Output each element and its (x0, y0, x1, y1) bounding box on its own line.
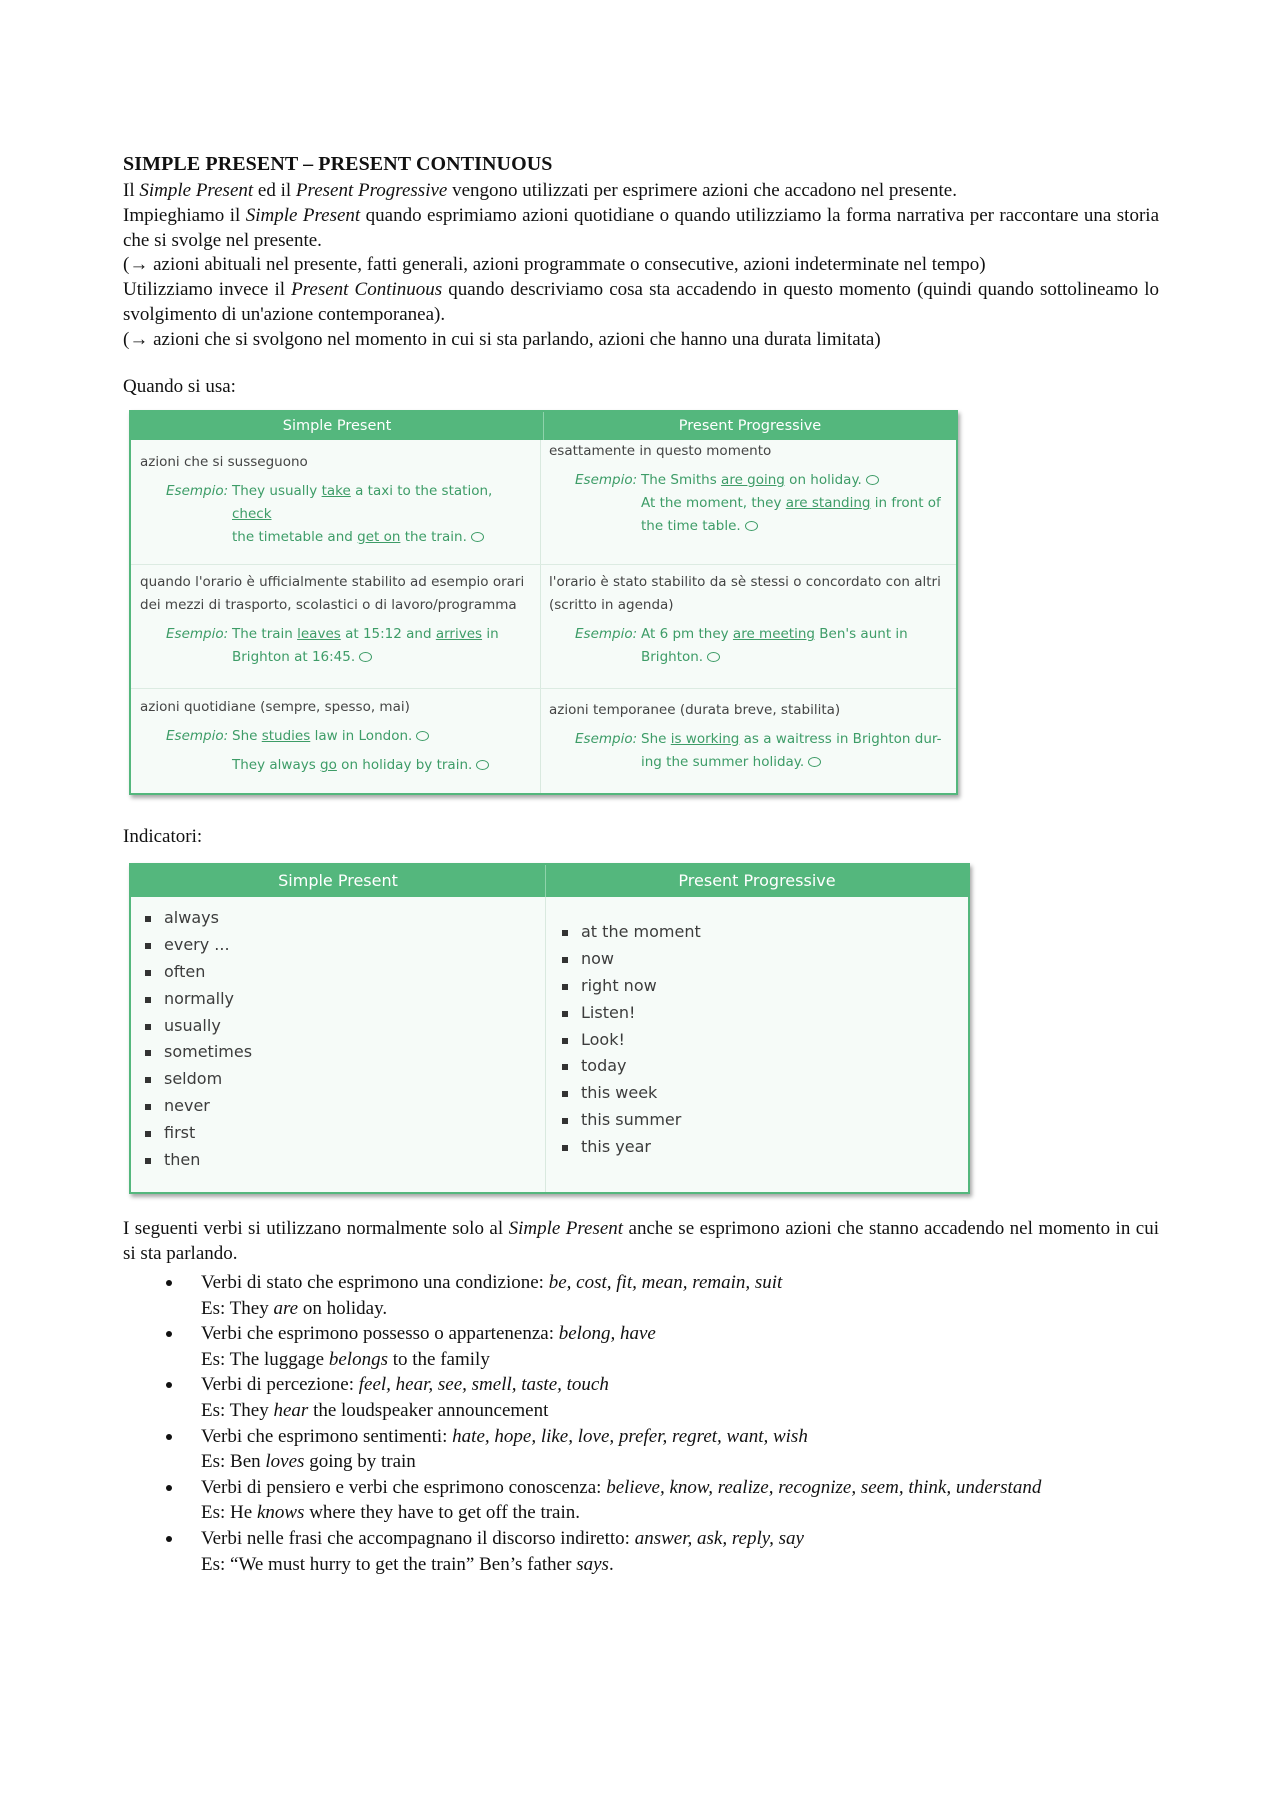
comment-icon[interactable] (745, 521, 758, 531)
cell-description: azioni temporanee (durata breve, stabilita) (549, 702, 841, 718)
cell-description: l'orario è stato stabilito da sè stessi o concordato con altri (549, 574, 941, 590)
cell-description: azioni che si susseguono (140, 454, 308, 470)
comment-icon[interactable] (707, 652, 720, 662)
list-item: this week (562, 1080, 701, 1107)
comment-icon[interactable] (359, 652, 372, 662)
list-item: right now (562, 973, 701, 1000)
header-present-progressive: Present Progressive (545, 865, 968, 897)
list-item: usually (145, 1013, 252, 1040)
header-simple-present: Simple Present (278, 871, 398, 890)
list-item: sometimes (145, 1039, 252, 1066)
example-line: Es: Ben loves going by train (201, 1451, 416, 1473)
example-line: Es: They hear the loudspeaker announcement (201, 1399, 549, 1421)
intro-paragraph: Impieghiamo il Simple Present quando esprimiamo azioni quotidiane o quando utilizziamo la forma narrativa per raccontare una storia che si svolge nel presente. (123, 204, 1160, 251)
example-continued: Brighton. (641, 646, 949, 669)
list-item: Verbi di percezione: feel, hear, see, smell, taste, touch Es: They hear the loudspeaker announcement (123, 1372, 1163, 1423)
usage-label: Quando si usa: (123, 376, 236, 397)
table-cell (549, 440, 949, 538)
comment-icon[interactable] (866, 475, 879, 485)
intro-paragraph: Utilizziamo invece il Present Continuous quando descriviamo cosa sta accadendo in questo momento (quindi quando sottolineamo lo svolgimento di un'azione contemporanea). (123, 279, 1159, 325)
indicators-label: Indicatori: (123, 826, 203, 847)
intro-note: (→ azioni abituali nel presente, fatti generali, azioni programmate o consecutive, azioni indeterminate nel tempo) (123, 254, 986, 276)
stative-verbs-list (123, 1270, 1163, 1577)
example: Esempio: The Smiths are going on holiday. (549, 469, 949, 492)
comment-icon[interactable] (471, 532, 484, 542)
example: Esempio: She is working as a waitress in Brighton dur- (575, 731, 942, 747)
header-simple-present: Simple Present (282, 418, 392, 434)
comment-icon[interactable] (476, 760, 489, 770)
list-item: seldom (145, 1066, 252, 1093)
cell-description: quando l'orario è ufficialmente stabilito ad esempio orari (140, 574, 525, 590)
indicators-table (129, 863, 970, 1194)
list-item: this summer (562, 1107, 701, 1134)
comment-icon[interactable] (808, 757, 821, 767)
example-continued: Brighton at 16:45. (232, 646, 535, 669)
list-item: Listen! (562, 1000, 701, 1027)
header-present-progressive: Present Progressive (543, 412, 956, 440)
intro-note: (→ azioni che si svolgono nel momento in cui si sta parlando, azioni che hanno una durata limitata) (123, 328, 881, 350)
table-cell (549, 571, 949, 669)
page-title: SIMPLE PRESENT – PRESENT CONTINUOUS (123, 153, 553, 175)
list-item: Verbi di stato che esprimono una condizione: be, cost, fit, mean, remain, suit Es: They are on holiday. (123, 1270, 1163, 1321)
example: Esempio: The train leaves at 15:12 and arrives in (166, 626, 499, 642)
list-item: often (145, 959, 252, 986)
table-cell (140, 696, 535, 777)
example-continued: They always go on holiday by train. (232, 754, 535, 777)
intro-paragraph: Il Simple Present ed il Present Progressive vengono utilizzati per esprimere azioni che accadono nel presente. (123, 180, 957, 201)
example-line: Es: “We must hurry to get the train” Ben’s father says. (201, 1553, 614, 1575)
table-cell (549, 699, 949, 774)
list-item: Verbi nelle frasi che accompagnano il discorso indiretto: answer, ask, reply, say Es: “We must hurry to get the train” Ben’s father says. (123, 1526, 1163, 1577)
example-line: Es: He knows where they have to get off the train. (201, 1502, 581, 1524)
example-line: Es: The luggage belongs to the family (201, 1348, 490, 1370)
example-line: Es: They are on holiday. (201, 1297, 388, 1319)
simple-present-indicators (145, 905, 252, 1174)
list-item: normally (145, 986, 252, 1013)
example-continued: the time table. (641, 515, 949, 538)
cell-description: (scritto in agenda) (549, 597, 674, 613)
example-continued: At the moment, they are standing in front of (641, 495, 941, 511)
list-item: always (145, 905, 252, 932)
table-header (131, 412, 956, 440)
list-item: today (562, 1053, 701, 1080)
usage-table (129, 410, 958, 795)
example: Esempio: At 6 pm they are meeting Ben's aunt in (575, 626, 908, 642)
cell-description: dei mezzi di trasporto, scolastici o di lavoro/programma (140, 597, 517, 613)
stative-intro: I seguenti verbi si utilizzano normalmente solo al Simple Present anche se esprimono azioni che stanno accadendo nel momento in cui si sta parlando. (123, 1218, 1160, 1264)
table-header (131, 865, 968, 897)
table-cell (140, 571, 535, 669)
cell-description: esattamente in questo momento (549, 443, 772, 459)
list-item: Verbi che esprimono possesso o appartenenza: belong, have Es: The luggage belongs to the family (123, 1321, 1163, 1372)
list-item: then (145, 1147, 252, 1174)
table-cell (140, 451, 535, 549)
list-item: Verbi che esprimono sentimenti: hate, hope, like, love, prefer, regret, want, wish Es: Ben loves going by train (123, 1424, 1163, 1475)
intro-text (123, 179, 1159, 353)
example: Esempio: They usually take a taxi to the station, check (166, 483, 493, 522)
example-continued: the timetable and get on the train. (232, 526, 535, 549)
list-item: at the moment (562, 919, 701, 946)
list-item: first (145, 1120, 252, 1147)
comment-icon[interactable] (416, 731, 429, 741)
list-item: now (562, 946, 701, 973)
list-item: Look! (562, 1027, 701, 1054)
example: Esempio: She studies law in London. (140, 725, 535, 748)
cell-description: azioni quotidiane (sempre, spesso, mai) (140, 699, 410, 715)
list-item: this year (562, 1134, 701, 1161)
present-progressive-indicators (562, 919, 701, 1161)
list-item: Verbi di pensiero e verbi che esprimono conoscenza: believe, know, realize, recognize, seem, think, understand Es: He knows where they have to get off the train. (123, 1475, 1163, 1526)
list-item: every ... (145, 932, 252, 959)
list-item: never (145, 1093, 252, 1120)
example-continued: ing the summer holiday. (641, 751, 949, 774)
